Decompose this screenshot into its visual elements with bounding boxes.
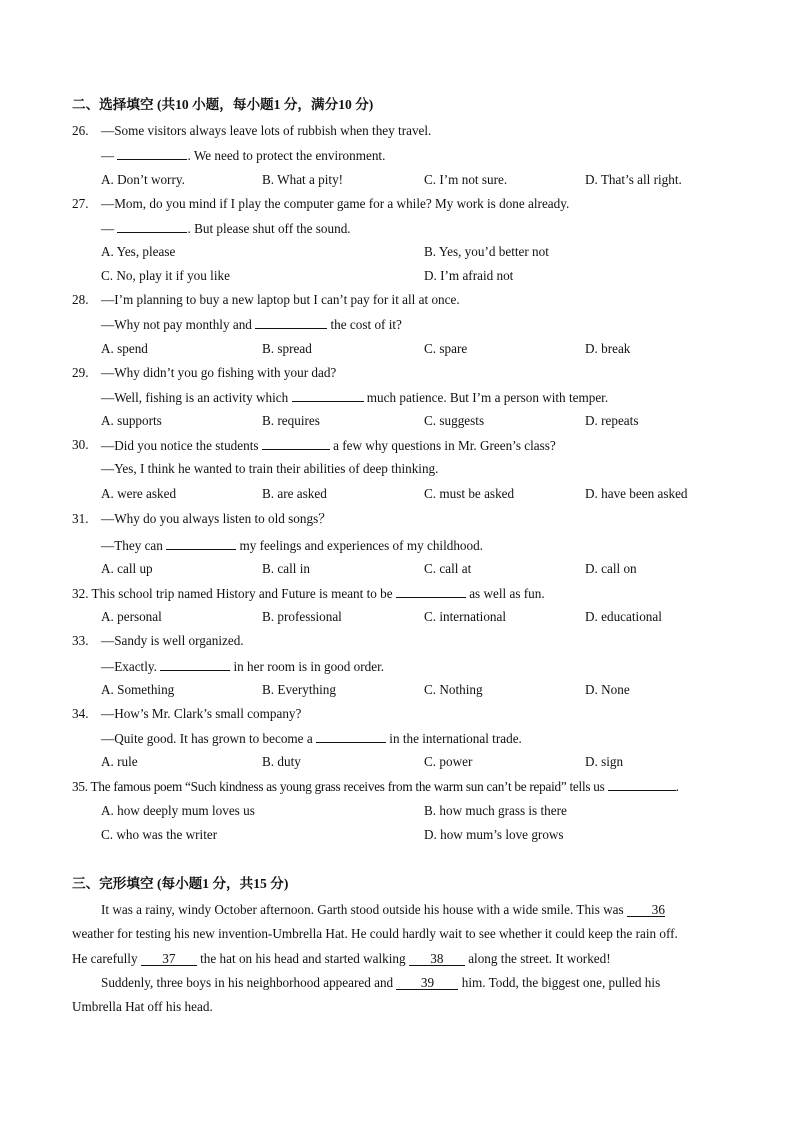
cloze-blank-39[interactable]: 39 bbox=[396, 977, 458, 990]
question-29-number: 29. bbox=[72, 365, 89, 380]
option-b[interactable]: B. duty bbox=[262, 754, 301, 769]
option-b[interactable]: B. spread bbox=[262, 341, 312, 356]
answer-blank[interactable] bbox=[608, 778, 676, 791]
question-31-line1: —Why do you always listen to old songs？ bbox=[101, 511, 332, 526]
option-d[interactable]: D. None bbox=[585, 682, 630, 697]
question-34-number: 34. bbox=[72, 706, 89, 721]
question-31-number: 31. bbox=[72, 511, 89, 526]
option-d[interactable]: D. how mum’s love grows bbox=[424, 827, 564, 842]
option-c[interactable]: C. spare bbox=[424, 341, 468, 356]
question-32: 32. This school trip named History and Future is meant to be as well as fun. bbox=[72, 586, 545, 601]
option-b[interactable]: B. are asked bbox=[262, 486, 327, 501]
question-26-line2: — . We need to protect the environment. bbox=[101, 148, 386, 163]
option-b[interactable]: B. What a pity! bbox=[262, 172, 344, 187]
option-b[interactable]: B. Everything bbox=[262, 682, 336, 697]
option-d[interactable]: D. break bbox=[585, 341, 631, 356]
option-d[interactable]: D. I’m afraid not bbox=[424, 268, 514, 283]
option-a[interactable]: A. spend bbox=[101, 341, 148, 356]
option-d[interactable]: D. That’s all right. bbox=[585, 172, 682, 187]
option-a[interactable]: A. personal bbox=[101, 609, 162, 624]
question-34-line1: —How’s Mr. Clark’s small company? bbox=[101, 706, 302, 721]
option-b[interactable]: B. call in bbox=[262, 561, 310, 576]
option-a[interactable]: A. supports bbox=[101, 413, 162, 428]
question-28-number: 28. bbox=[72, 292, 89, 307]
option-a[interactable]: A. rule bbox=[101, 754, 138, 769]
option-d[interactable]: D. educational bbox=[585, 609, 662, 624]
option-c[interactable]: C. suggests bbox=[424, 413, 485, 428]
answer-blank[interactable] bbox=[117, 220, 187, 233]
answer-blank[interactable] bbox=[117, 147, 187, 160]
passage-line-3: He carefully 37 the hat on his head and started walking 38 along the street. It worked! bbox=[72, 951, 611, 966]
cloze-blank-38[interactable]: 38 bbox=[409, 953, 465, 966]
answer-blank[interactable] bbox=[262, 437, 330, 450]
option-c[interactable]: C. international bbox=[424, 609, 507, 624]
option-a[interactable]: A. were asked bbox=[101, 486, 177, 501]
question-33-line1: —Sandy is well organized. bbox=[101, 633, 244, 648]
option-a[interactable]: A. Something bbox=[101, 682, 175, 697]
option-c[interactable]: C. No, play it if you like bbox=[101, 268, 230, 283]
answer-blank[interactable] bbox=[160, 658, 230, 671]
option-c[interactable]: C. must be asked bbox=[424, 486, 515, 501]
option-b[interactable]: B. Yes, you’d better not bbox=[424, 244, 549, 259]
answer-blank[interactable] bbox=[255, 316, 327, 329]
passage-line-2: weather for testing his new invention-Umbrella Hat. He could hardly wait to see whether it could keep the rain off. bbox=[72, 926, 678, 941]
question-29-line2: —Well, fishing is an activity which much patience. But I’m a person with temper. bbox=[101, 390, 609, 405]
passage-line-1: It was a rainy, windy October afternoon. Garth stood outside his house with a wide smile. This was 36 bbox=[101, 902, 665, 917]
option-c[interactable]: C. call at bbox=[424, 561, 472, 576]
cloze-blank-37[interactable]: 37 bbox=[141, 953, 197, 966]
question-28-line2: —Why not pay monthly and the cost of it? bbox=[101, 317, 402, 332]
option-a[interactable]: A. Yes, please bbox=[101, 244, 176, 259]
question-33-line2: —Exactly. in her room is in good order. bbox=[101, 659, 385, 674]
option-a[interactable]: A. Don’t worry. bbox=[101, 172, 185, 187]
option-a[interactable]: A. call up bbox=[101, 561, 153, 576]
option-d[interactable]: D. repeats bbox=[585, 413, 639, 428]
question-31-line2: —They can my feelings and experiences of my childhood. bbox=[101, 538, 484, 553]
question-30-line1: —Did you notice the students a few why questions in Mr. Green’s class? bbox=[101, 438, 556, 453]
question-29-line1: —Why didn’t you go fishing with your dad? bbox=[101, 365, 337, 380]
option-d[interactable]: D. sign bbox=[585, 754, 624, 769]
question-27-number: 27. bbox=[72, 196, 89, 211]
question-26-number: 26. bbox=[72, 123, 89, 138]
question-27-line1: —Mom, do you mind if I play the computer game for a while? My work is done already. bbox=[101, 196, 570, 211]
option-c[interactable]: C. I’m not sure. bbox=[424, 172, 508, 187]
option-a[interactable]: A. how deeply mum loves us bbox=[101, 803, 255, 818]
question-26-line1: —Some visitors always leave lots of rubbish when they travel. bbox=[101, 123, 432, 138]
option-d[interactable]: D. call on bbox=[585, 561, 637, 576]
question-33-number: 33. bbox=[72, 633, 89, 648]
question-30-number: 30. bbox=[72, 437, 89, 452]
question-28-line1: —I’m planning to buy a new laptop but I can’t pay for it all at once. bbox=[101, 292, 460, 307]
option-b[interactable]: B. requires bbox=[262, 413, 320, 428]
option-b[interactable]: B. professional bbox=[262, 609, 342, 624]
option-d[interactable]: D. have been asked bbox=[585, 486, 688, 501]
question-35: 35. The famous poem “Such kindness as young grass receives from the warm sun can’t be repaid” tells us . bbox=[72, 779, 679, 794]
passage-line-4: Suddenly, three boys in his neighborhood appeared and 39 him. Todd, the biggest one, pulled his bbox=[101, 975, 661, 990]
passage-line-5: Umbrella Hat off his head. bbox=[72, 999, 213, 1014]
option-c[interactable]: C. Nothing bbox=[424, 682, 483, 697]
answer-blank[interactable] bbox=[396, 585, 466, 598]
question-34-line2: —Quite good. It has grown to become a in the international trade. bbox=[101, 731, 522, 746]
answer-blank[interactable] bbox=[292, 389, 364, 402]
answer-blank[interactable] bbox=[166, 537, 236, 550]
section-heading-cloze: 三、完形填空 (每小题1 分，共15 分) bbox=[72, 876, 289, 891]
question-27-line2: — . But please shut off the sound. bbox=[101, 221, 351, 236]
section-heading-multiple-choice: 二、选择填空 (共10 小题，每小题1 分，满分10 分) bbox=[72, 97, 374, 112]
option-c[interactable]: C. who was the writer bbox=[101, 827, 218, 842]
question-30-line2: —Yes, I think he wanted to train their abilities of deep thinking. bbox=[101, 461, 439, 476]
cloze-blank-36[interactable]: 36 bbox=[627, 904, 665, 917]
option-b[interactable]: B. how much grass is there bbox=[424, 803, 567, 818]
answer-blank[interactable] bbox=[316, 730, 386, 743]
option-c[interactable]: C. power bbox=[424, 754, 473, 769]
